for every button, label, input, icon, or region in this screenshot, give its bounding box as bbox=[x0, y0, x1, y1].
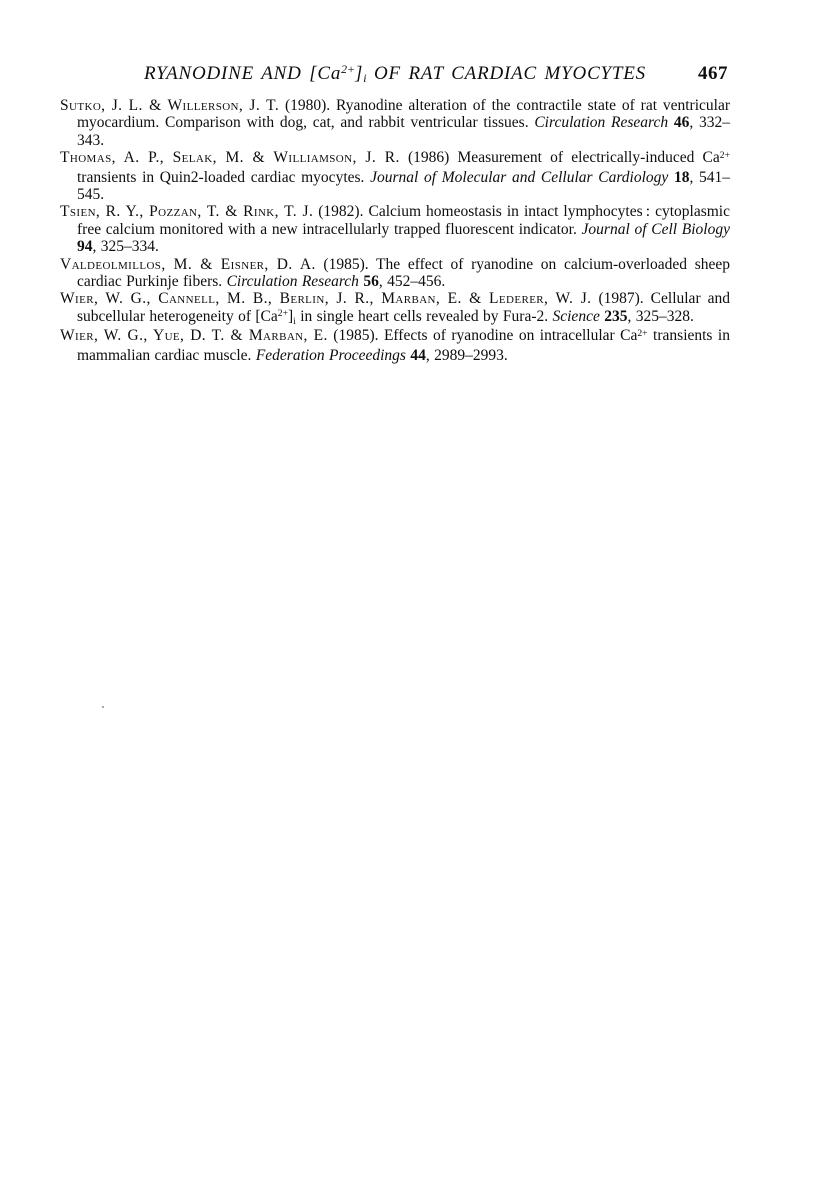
reference-entry: Wier, W. G., Yue, D. T. & Marban, E. (1985). Effects of ryanodine on intracellular $Ca^{2+}$ transients in mammalian cardiac muscle. Federation Proceedings 44, 2989–2993. bbox=[60, 327, 730, 364]
reference-entry: Thomas, A. P., Selak, M. & Williamson, J. R. (1986) Measurement of electrically-induced $Ca^{2+}$ transients in Quin2-loaded cardiac myocytes. Journal of Molecular and Cellular Cardiology 18, 541–545. bbox=[60, 149, 731, 204]
reference-entry: Valdeolmillos, M. & Eisner, D. A. (1985). The effect of ryanodine on calcium-overloaded sheep cardiac Purkinje fibers. Circulation Research 56, 452–456. bbox=[60, 255, 730, 291]
references-list bbox=[60, 97, 730, 364]
reference-entry: Tsien, R. Y., Pozzan, T. & Rink, T. J. (1982). Calcium homeostasis in intact lymphocytes : cytoplasmic free calcium monitored with a new intracellularly trapped fluorescent indicator. Journal of Cell Biology 94, 325–334. bbox=[60, 203, 730, 256]
page-number: 467 bbox=[698, 63, 728, 84]
scan-artifact-speck bbox=[102, 706, 104, 708]
reference-entry: Wier, W. G., Cannell, M. B., Berlin, J. R., Marban, E. & Lederer, W. J. (1987). Cellular and subcellular heterogeneity of $[Ca^{2+}]i$ in single heart cells revealed by Fura-2. Science 235, 325–328. bbox=[60, 290, 730, 327]
reference-entry: Sutko, J. L. & Willerson, J. T. (1980). Ryanodine alteration of the contractile state of rat ventricular myocardium. Comparison with dog, cat, and rabbit ventricular tissues. Circulation Research 46, 332–343. bbox=[60, 97, 731, 149]
running-head bbox=[60, 62, 730, 86]
running-head-title: RYANODINE AND $[Ca^{2+}]i$ OF RAT CARDIAC MYOCYTES bbox=[144, 63, 646, 86]
journal-page bbox=[60, 62, 730, 364]
